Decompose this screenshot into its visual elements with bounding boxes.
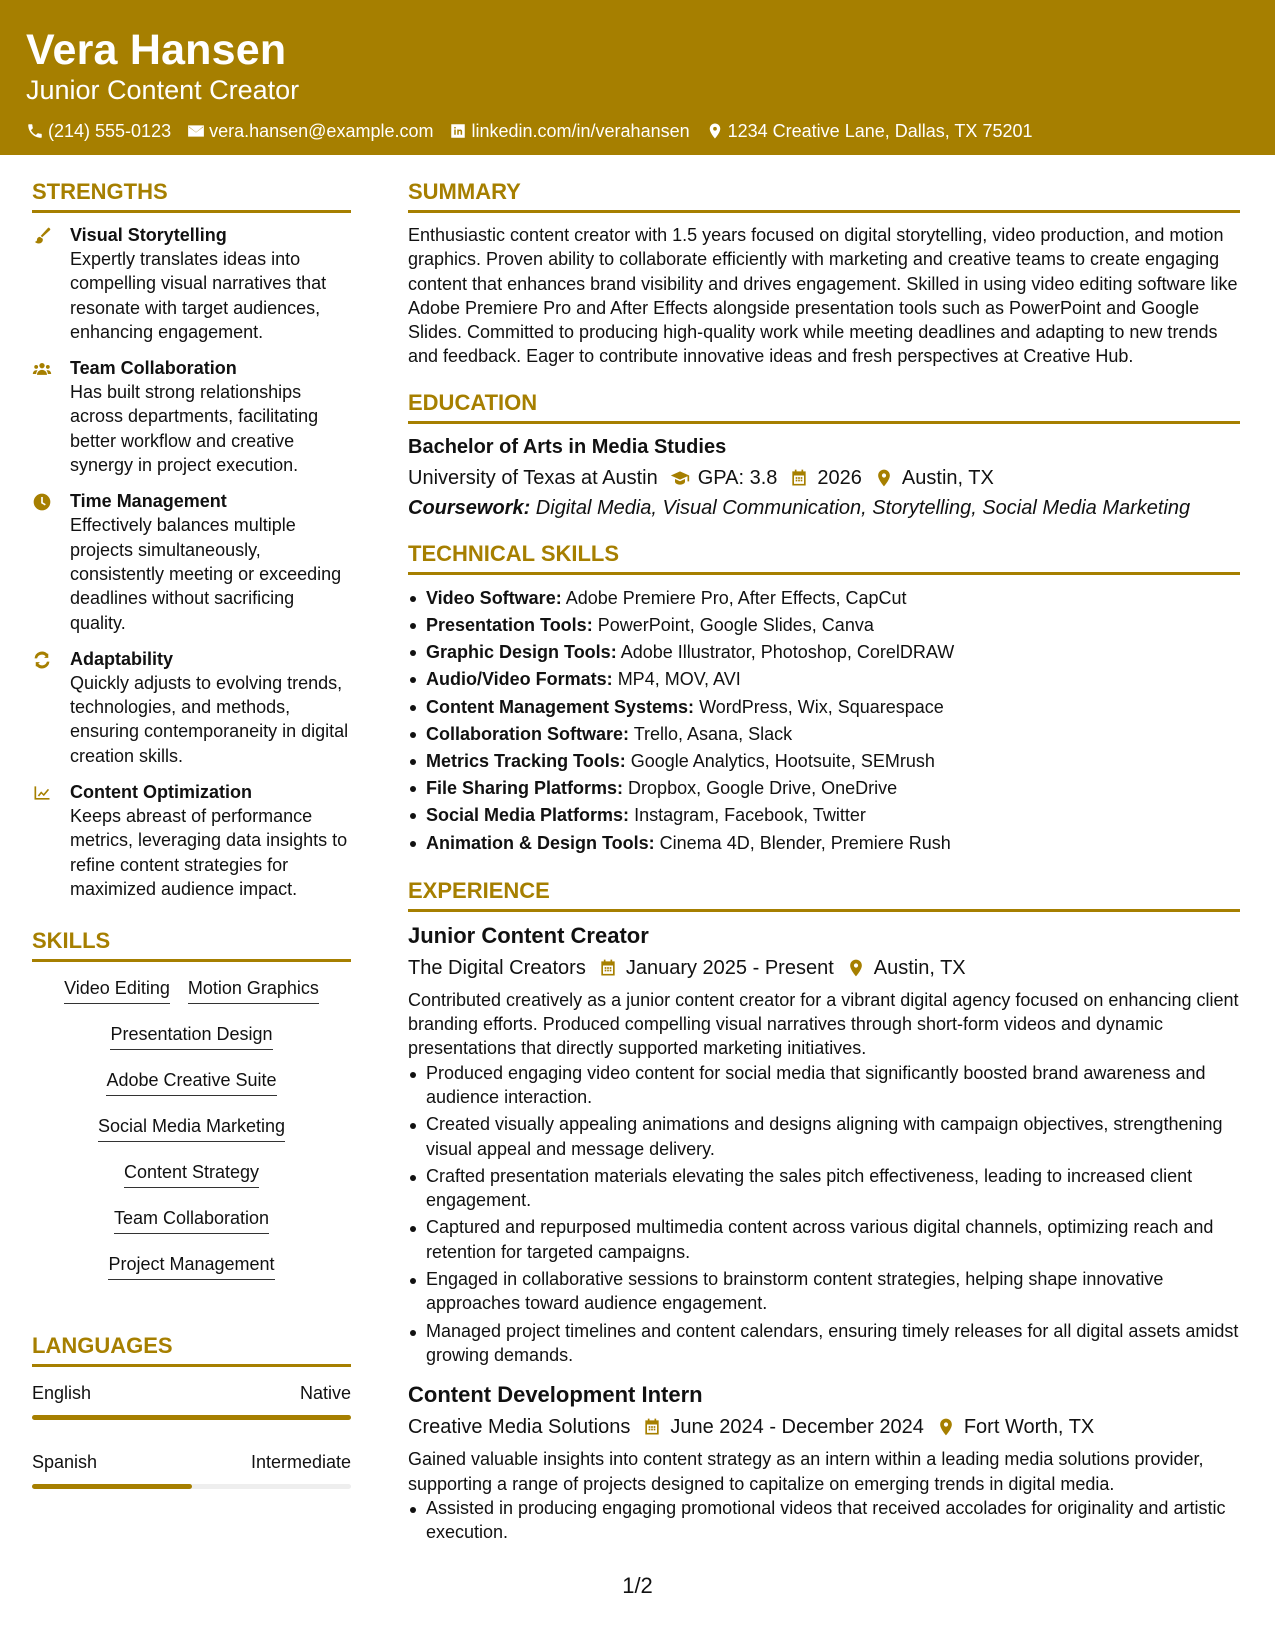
coursework (408, 494, 1240, 522)
email-contact[interactable] (187, 120, 433, 142)
company-name: The Digital Creators (408, 956, 586, 979)
list-item: Graphic Design Tools: Adobe Illustrator, Photoshop, CorelDRAW (408, 639, 1240, 666)
list-item: Content Management Systems: WordPress, Wix, Squarespace (408, 694, 1240, 721)
graduation-year: 2026 (817, 466, 862, 489)
strengths-heading: STRENGTHS (32, 178, 351, 213)
graduation-cap-icon (670, 468, 690, 488)
chart-line-icon (32, 783, 52, 803)
strength-item (32, 356, 351, 477)
job-title: Content Development Intern (408, 1382, 703, 1408)
education-heading: EDUCATION (408, 389, 1240, 424)
strength-item (32, 647, 351, 768)
technical-skills-heading: TECHNICAL SKILLS (408, 540, 1240, 575)
email-link[interactable]: vera.hansen@example.com (209, 121, 434, 141)
list-item: Metrics Tracking Tools: Google Analytics, Hootsuite, SEMrush (408, 748, 1240, 775)
company-name: Creative Media Solutions (408, 1416, 631, 1439)
coursework-list: Digital Media, Visual Communication, Storytelling, Social Media Marketing (530, 496, 1191, 519)
skill-tag: Social Media Marketing (98, 1114, 285, 1142)
job-title: Junior Content Creator (408, 922, 649, 948)
strength-item (32, 780, 351, 901)
refresh-icon (32, 650, 52, 670)
page-number: 1/2 (622, 1573, 653, 1598)
strength-desc: Has built strong relationships across departments, facilitating better workflow and creative synergy in project execution. (70, 382, 319, 476)
language-proficiency-bar (32, 1484, 351, 1489)
job-bullets (408, 1496, 1240, 1545)
map-pin-icon (874, 468, 894, 488)
strength-desc: Effectively balances multiple projects simultaneously, consistently meeting or exceeding deadlines without sacrificing quality. (70, 515, 342, 633)
list-item: Produced engaging video content for social media that significantly boosted brand awareness and audience interaction. (408, 1061, 1240, 1110)
language-proficiency-fill (32, 1415, 351, 1420)
list-item: Social Media Platforms: Instagram, Facebook, Twitter (408, 802, 1240, 829)
skill-tag: Project Management (108, 1252, 274, 1280)
job-meta (408, 1413, 1240, 1441)
strength-name: Visual Storytelling (70, 225, 227, 245)
skill-tag: Adobe Creative Suite (106, 1068, 276, 1096)
education-meta (408, 464, 1240, 492)
right-column (408, 178, 1240, 1558)
languages-heading: LANGUAGES (32, 1332, 351, 1367)
skills-tags (32, 976, 351, 1298)
address-text: 1234 Creative Lane, Dallas, TX 75201 (727, 121, 1033, 141)
map-pin-icon (936, 1417, 956, 1437)
list-item: Presentation Tools: PowerPoint, Google Slides, Canva (408, 612, 1240, 639)
map-pin-icon (706, 122, 724, 140)
list-item: File Sharing Platforms: Dropbox, Google Drive, OneDrive (408, 775, 1240, 802)
map-pin-icon (846, 958, 866, 978)
brush-icon (32, 226, 52, 246)
job-description: Gained valuable insights into content strategy as an intern within a leading media solutions provider, supporting a range of projects designed to capitalize on emerging trends in digital media. (408, 1449, 1204, 1494)
skills-heading: SKILLS (32, 927, 351, 962)
coursework-label: Coursework: (408, 496, 531, 519)
list-item: Animation & Design Tools: Cinema 4D, Blender, Premiere Rush (408, 830, 1240, 857)
language-item (32, 1450, 351, 1489)
phone-text: (214) 555-0123 (48, 121, 172, 141)
job-location: Austin, TX (873, 956, 966, 979)
list-item: Video Software: Adobe Premiere Pro, After Effects, CapCut (408, 585, 1240, 612)
list-item: Engaged in collaborative sessions to brainstorm content strategies, helping shape innovative approaches toward audience engagement. (408, 1267, 1240, 1316)
linkedin-contact[interactable] (449, 120, 689, 142)
calendar-icon (598, 958, 618, 978)
experience-heading: EXPERIENCE (408, 877, 1240, 912)
skill-tag: Video Editing (64, 976, 170, 1004)
school-name: University of Texas at Austin (408, 466, 658, 489)
education-location: Austin, TX (901, 466, 994, 489)
skill-tag: Team Collaboration (114, 1206, 269, 1234)
strength-name: Adaptability (70, 648, 174, 669)
skill-tag: Presentation Design (110, 1022, 272, 1050)
language-level: Native (299, 1383, 351, 1404)
language-level: Intermediate (250, 1452, 351, 1473)
list-item: Audio/Video Formats: MP4, MOV, AVI (408, 666, 1240, 693)
strength-item (32, 223, 351, 344)
job-dates: June 2024 - December 2024 (670, 1416, 924, 1439)
language-name: English (32, 1383, 92, 1404)
language-name: Spanish (32, 1452, 98, 1473)
list-item: Assisted in producing engaging promotional videos that received accolades for originality and artistic execution. (408, 1496, 1240, 1545)
mail-icon (187, 122, 205, 140)
skill-tag: Content Strategy (124, 1160, 259, 1188)
list-item: Created visually appealing animations and designs aligning with campaign objectives, strengthening visual appeal and message delivery. (408, 1112, 1240, 1161)
job-entry (408, 1381, 1240, 1544)
phone-icon (26, 122, 44, 140)
strength-item (32, 489, 351, 634)
linkedin-link[interactable]: linkedin.com/in/verahansen (471, 121, 690, 141)
strength-desc: Expertly translates ideas into compelling visual narratives that resonate with target audiences, enhancing engagement. (70, 249, 327, 342)
list-item: Collaboration Software: Trello, Asana, Slack (408, 721, 1240, 748)
candidate-name: Vera Hansen (26, 26, 287, 74)
calendar-icon (642, 1417, 662, 1437)
job-dates: January 2025 - Present (625, 956, 834, 979)
strength-name: Time Management (70, 491, 227, 512)
job-location: Fort Worth, TX (963, 1416, 1095, 1439)
summary-heading: SUMMARY (408, 178, 1240, 213)
summary-text: Enthusiastic content creator with 1.5 years focused on digital storytelling, video production, and motion graphics. Proven ability to collaborate efficiently with marketing and creative teams to create engaging content that enhances brand visibility and drives engagement. Skilled in using video editing software like Adobe Premiere Pro and After Effects alongside presentation tools such as PowerPoint and Google Slides. Committed to producing high-quality work while meeting deadlines and adapting to new trends and feedback. Eager to contribute innovative ideas and fresh perspectives at Creative Hub. (408, 225, 1238, 367)
resume-header (0, 0, 1275, 155)
users-icon (32, 359, 52, 379)
skill-tag: Motion Graphics (188, 976, 319, 1004)
linkedin-icon (449, 122, 467, 140)
clock-icon (32, 492, 52, 512)
phone-contact (26, 120, 171, 142)
strength-desc: Keeps abreast of performance metrics, leveraging data insights to refine content strategies for maximized audience impact. (70, 806, 348, 899)
job-description: Contributed creatively as a junior content creator for a vibrant digital agency focused on enhancing client branding efforts. Produced compelling visual narratives through short-form videos and dynamic presentations that directly supported marketing initiatives. (408, 989, 1239, 1059)
job-entry (408, 922, 1240, 1367)
candidate-title: Junior Content Creator (26, 75, 300, 105)
contact-info (26, 120, 1249, 142)
language-proficiency-bar (32, 1415, 351, 1420)
job-bullets (408, 1061, 1240, 1368)
technical-skills-list (408, 585, 1240, 857)
list-item: Crafted presentation materials elevating the sales pitch effectiveness, leading to increased client engagement. (408, 1164, 1240, 1213)
strength-name: Team Collaboration (70, 358, 237, 379)
job-meta (408, 954, 1240, 982)
left-column (32, 178, 351, 1519)
list-item: Captured and repurposed multimedia content across various digital channels, optimizing reach and retention for targeted campaigns. (408, 1215, 1240, 1264)
degree: Bachelor of Arts in Media Studies (408, 435, 727, 458)
calendar-icon (789, 468, 809, 488)
language-item (32, 1381, 351, 1420)
strength-desc: Quickly adjusts to evolving trends, technologies, and methods, ensuring contemporaneity in digital creation skills. (70, 672, 349, 766)
strength-name: Content Optimization (70, 782, 252, 803)
address-contact (706, 120, 1033, 142)
gpa: GPA: 3.8 (697, 466, 778, 489)
list-item: Managed project timelines and content calendars, ensuring timely releases for all digital assets amidst growing demands. (408, 1319, 1240, 1368)
language-proficiency-fill (32, 1484, 192, 1489)
